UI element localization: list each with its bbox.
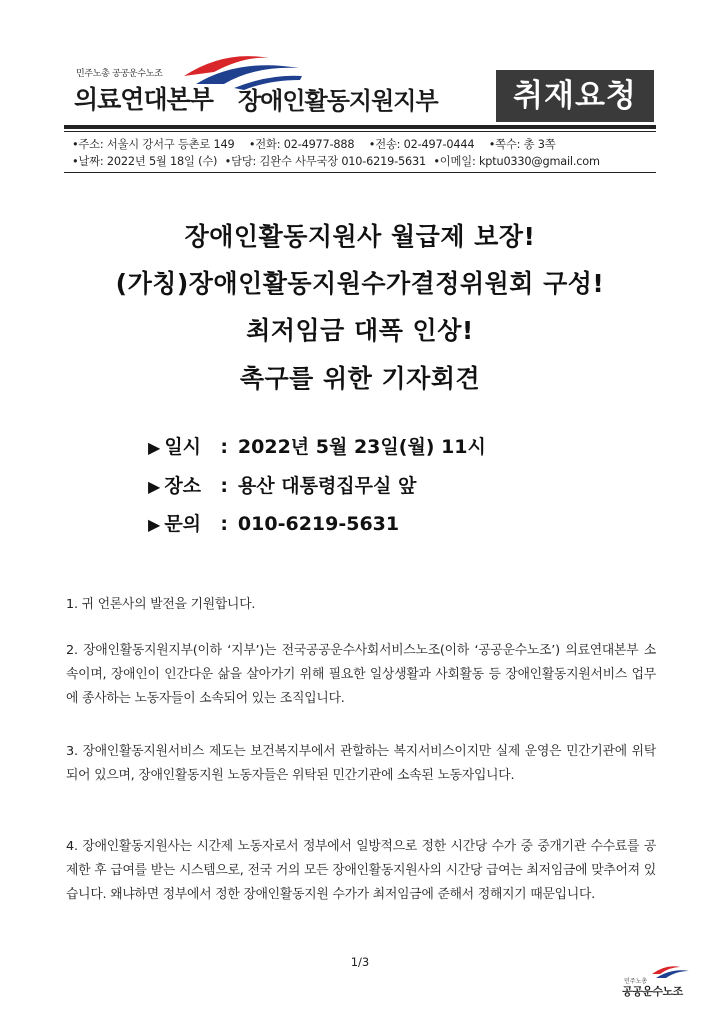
detail-value: 2022년 5월 23일(월) 11시 (237, 436, 486, 458)
phone: •전화: 02-4977-888 (248, 138, 355, 151)
org-name: 의료연대본부 (74, 85, 213, 114)
union-logo-swoosh-icon (650, 962, 690, 980)
detail-value: 010-6219-5631 (237, 513, 400, 535)
footer-logo-name: 공공운수노조 (622, 985, 683, 998)
event-inquiry (148, 509, 399, 536)
paragraph-2: 2. 장애인활동지원지부(이하 ‘지부’)는 전국공공운수사회서비스노조(이하 ‘공공운수노조’) 의료연대본부 소속이며, 장애인이 인간다운 삶을 살아가기 위해 필요한 일상생활과 사회활동 등 장애인활동지원서비스 업무에 종사하는 노동자들이 소속되어 있는 조직입니다. (66, 643, 656, 706)
page-count: •쪽수: 총 3쪽 (488, 138, 556, 151)
press-request-badge: 취재요청 (496, 70, 654, 122)
detail-label: 문의 (164, 513, 202, 535)
title-line-3: 최저임금 대폭 인상! (246, 316, 474, 345)
colon-icon: : (220, 513, 228, 535)
event-datetime (148, 432, 486, 459)
fax: •전송: 02-497-0444 (368, 138, 475, 151)
contact-info-row-1 (72, 136, 566, 152)
colon-icon: : (220, 436, 228, 458)
contact-info-row-2 (72, 153, 611, 169)
detail-value: 용산 대통령집무실 앞 (237, 475, 417, 497)
triangle-bullet-icon: ▶ (148, 477, 161, 496)
title-line-1: 장애인활동지원사 월급제 보장! (184, 222, 536, 251)
title-line-4: 촉구를 위한 기자회견 (239, 364, 481, 393)
paragraph-1: 1. 귀 언론사의 발전을 기원합니다. (66, 597, 256, 612)
union-affiliation: 민주노총 공공운수노조 (76, 69, 163, 79)
branch-name: 장애인활동지원지부 (238, 87, 438, 115)
info-divider (64, 172, 656, 173)
contact-person: •담당: 김완수 사무국장 010-6219-5631 (224, 155, 426, 168)
page-number: 1/3 (350, 955, 370, 969)
header-divider-thin (64, 131, 656, 132)
event-location (148, 471, 416, 498)
title-line-2: (가칭)장애인활동지원수가결정위원회 구성! (115, 269, 605, 298)
email-link[interactable]: •이메일: kptu0330@gmail.com (433, 155, 600, 168)
header-divider (64, 125, 656, 129)
colon-icon: : (220, 475, 228, 497)
detail-label: 일시 (164, 436, 202, 458)
triangle-bullet-icon: ▶ (148, 438, 161, 457)
detail-label: 장소 (164, 475, 202, 497)
footer-logo-small-text: 민주노총 (624, 978, 648, 985)
triangle-bullet-icon: ▶ (148, 515, 161, 534)
paragraph-3: 3. 장애인활동지원서비스 제도는 보건복지부에서 관할하는 복지서비스이지만 실제 운영은 민간기관에 위탁되어 있으며, 장애인활동지원 노동자들은 위탁된 민간기관에 소속된 노동자입니다. (66, 744, 656, 783)
address: •주소: 서울시 강서구 등촌로 149 (72, 138, 235, 151)
date: •날짜: 2022년 5월 18일 (수) (72, 155, 218, 168)
footer-logo (620, 962, 690, 998)
paragraph-4: 4. 장애인활동지원사는 시간제 노동자로서 정부에서 일방적으로 정한 시간당 수가 중 중개기관 수수료를 공제한 후 급여를 받는 시스템으로, 전국 거의 모든 장애인활동지원사의 시간당 급여는 최저임금에 맞추어져 있습니다. 왜냐하면 정부에서 정한 장애인활동지원 수가가 최저임금에 준해서 정해지기 때문입니다. (66, 839, 656, 902)
